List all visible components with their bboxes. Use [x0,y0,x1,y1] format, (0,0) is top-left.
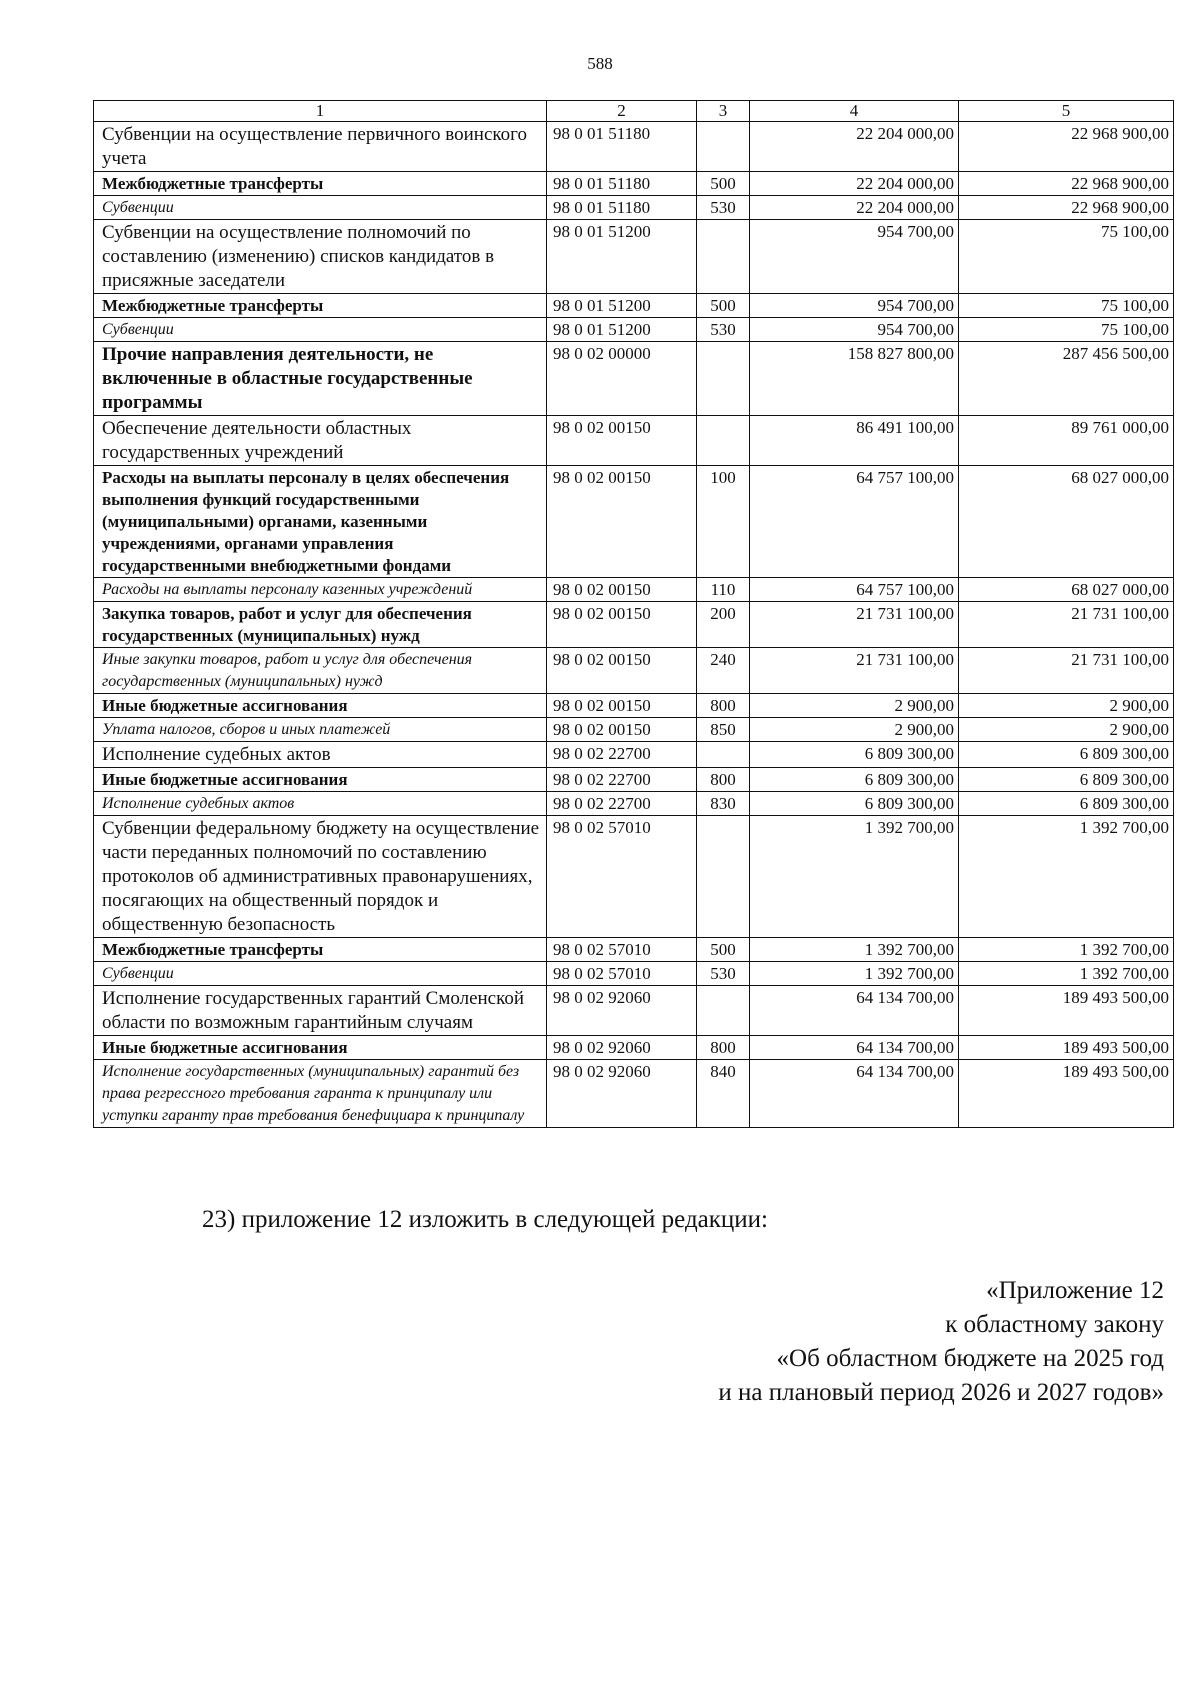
row-expense-type-cell [697,220,750,294]
row-expense-type-cell: 500 [697,938,750,962]
table-row [94,742,1174,768]
row-amount-2026-cell: 954 700,00 [750,294,959,318]
row-expense-type-cell: 840 [697,1060,750,1128]
header-col-5: 5 [959,101,1174,122]
table-row [94,602,1174,648]
table-row [94,768,1174,792]
row-amount-2027-cell: 75 100,00 [959,318,1174,342]
row-code-cell: 98 0 02 57010 [547,938,697,962]
row-name-cell: Прочие направления деятельности, не включенные в областные государственные программы [94,342,547,416]
appendix-line-2: к областному закону [945,1311,1164,1338]
table-row [94,986,1174,1036]
header-col-2: 2 [547,101,697,122]
row-name-cell: Исполнение государственных (муниципальных) гарантий без права регрессного требования гаранта к принципалу или уступки гаранту прав требования бенефициара к принципалу [94,1060,547,1128]
row-code-cell: 98 0 02 00150 [547,648,697,694]
table-header-row [94,101,1174,122]
row-amount-2027-cell: 6 809 300,00 [959,792,1174,816]
row-expense-type-cell [697,986,750,1036]
row-name-cell: Исполнение судебных актов [94,792,547,816]
row-amount-2027-cell: 21 731 100,00 [959,648,1174,694]
row-amount-2026-cell: 1 392 700,00 [750,816,959,938]
row-code-cell: 98 0 02 00150 [547,578,697,602]
row-name-cell: Субвенции на осуществление первичного воинского учета [94,122,547,172]
row-name-cell: Закупка товаров, работ и услуг для обеспечения государственных (муниципальных) нужд [94,602,547,648]
row-name-cell: Расходы на выплаты персоналу казенных учреждений [94,578,547,602]
table-row [94,294,1174,318]
row-amount-2027-cell: 22 968 900,00 [959,196,1174,220]
row-code-cell: 98 0 01 51200 [547,220,697,294]
row-amount-2027-cell: 1 392 700,00 [959,962,1174,986]
row-name-cell: Исполнение судебных актов [94,742,547,768]
row-expense-type-cell: 530 [697,318,750,342]
row-expense-type-cell: 800 [697,1036,750,1060]
row-amount-2027-cell: 287 456 500,00 [959,342,1174,416]
header-col-4: 4 [750,101,959,122]
row-name-cell: Субвенции [94,962,547,986]
row-amount-2027-cell: 6 809 300,00 [959,768,1174,792]
row-amount-2027-cell: 189 493 500,00 [959,986,1174,1036]
row-name-cell: Межбюджетные трансферты [94,172,547,196]
row-code-cell: 98 0 02 92060 [547,1036,697,1060]
header-col-1: 1 [94,101,547,122]
row-amount-2026-cell: 954 700,00 [750,318,959,342]
row-amount-2026-cell: 22 204 000,00 [750,122,959,172]
row-name-cell: Субвенции [94,196,547,220]
appendix-line-3: «Об областном бюджете на 2025 год [776,1345,1164,1372]
row-name-cell: Обеспечение деятельности областных государственных учреждений [94,416,547,466]
row-amount-2026-cell: 1 392 700,00 [750,938,959,962]
row-amount-2026-cell: 86 491 100,00 [750,416,959,466]
row-expense-type-cell: 500 [697,172,750,196]
row-expense-type-cell: 530 [697,962,750,986]
row-amount-2026-cell: 64 134 700,00 [750,986,959,1036]
row-code-cell: 98 0 02 00150 [547,416,697,466]
row-amount-2026-cell: 64 134 700,00 [750,1036,959,1060]
row-amount-2026-cell: 6 809 300,00 [750,768,959,792]
row-expense-type-cell: 800 [697,694,750,718]
row-amount-2026-cell: 21 731 100,00 [750,648,959,694]
row-code-cell: 98 0 02 00150 [547,466,697,578]
row-amount-2026-cell: 22 204 000,00 [750,172,959,196]
budget-table-body [94,101,1174,1128]
row-name-cell: Уплата налогов, сборов и иных платежей [94,718,547,742]
row-amount-2027-cell: 1 392 700,00 [959,816,1174,938]
appendix-line-4: и на плановый период 2026 и 2027 годов» [718,1379,1164,1406]
row-amount-2026-cell: 158 827 800,00 [750,342,959,416]
row-name-cell: Иные бюджетные ассигнования [94,1036,547,1060]
row-name-cell: Субвенции федеральному бюджету на осуществление части переданных полномочий по составлению протоколов об административных правонарушениях, посягающих на общественный порядок и общественную безопасность [94,816,547,938]
row-expense-type-cell: 830 [697,792,750,816]
table-row [94,122,1174,172]
row-expense-type-cell: 200 [697,602,750,648]
row-code-cell: 98 0 01 51180 [547,172,697,196]
row-amount-2026-cell: 64 757 100,00 [750,578,959,602]
row-expense-type-cell: 100 [697,466,750,578]
table-row [94,694,1174,718]
row-name-cell: Иные закупки товаров, работ и услуг для обеспечения государственных (муниципальных) нужд [94,648,547,694]
row-expense-type-cell: 110 [697,578,750,602]
table-row [94,466,1174,578]
row-code-cell: 98 0 02 22700 [547,792,697,816]
row-code-cell: 98 0 01 51200 [547,294,697,318]
row-amount-2026-cell: 64 134 700,00 [750,1060,959,1128]
row-amount-2027-cell: 6 809 300,00 [959,742,1174,768]
table-row [94,718,1174,742]
page-number: 588 [587,54,613,73]
row-expense-type-cell [697,742,750,768]
row-amount-2027-cell: 68 027 000,00 [959,578,1174,602]
row-code-cell: 98 0 01 51180 [547,122,697,172]
table-row [94,172,1174,196]
row-amount-2027-cell: 21 731 100,00 [959,602,1174,648]
row-amount-2026-cell: 2 900,00 [750,694,959,718]
row-expense-type-cell [697,342,750,416]
row-name-cell: Субвенции [94,318,547,342]
table-row [94,342,1174,416]
row-amount-2027-cell: 189 493 500,00 [959,1036,1174,1060]
row-amount-2026-cell: 6 809 300,00 [750,742,959,768]
row-code-cell: 98 0 01 51180 [547,196,697,220]
table-row [94,220,1174,294]
row-code-cell: 98 0 02 00150 [547,718,697,742]
row-amount-2027-cell: 22 968 900,00 [959,122,1174,172]
header-col-3: 3 [697,101,750,122]
row-code-cell: 98 0 01 51200 [547,318,697,342]
row-code-cell: 98 0 02 00150 [547,694,697,718]
table-row [94,1036,1174,1060]
row-code-cell: 98 0 02 00150 [547,602,697,648]
row-code-cell: 98 0 02 92060 [547,986,697,1036]
row-amount-2026-cell: 954 700,00 [750,220,959,294]
row-amount-2026-cell: 22 204 000,00 [750,196,959,220]
row-amount-2027-cell: 75 100,00 [959,294,1174,318]
amendment-text: 23) приложение 12 изложить в следующей редакции: [202,1206,768,1233]
row-name-cell: Иные бюджетные ассигнования [94,768,547,792]
table-row [94,1060,1174,1128]
row-name-cell: Межбюджетные трансферты [94,294,547,318]
row-amount-2027-cell: 68 027 000,00 [959,466,1174,578]
row-code-cell: 98 0 02 57010 [547,962,697,986]
table-row [94,416,1174,466]
table-row [94,648,1174,694]
table-row [94,938,1174,962]
row-expense-type-cell: 800 [697,768,750,792]
row-expense-type-cell: 530 [697,196,750,220]
row-amount-2026-cell: 64 757 100,00 [750,466,959,578]
row-code-cell: 98 0 02 22700 [547,742,697,768]
row-code-cell: 98 0 02 57010 [547,816,697,938]
row-amount-2026-cell: 21 731 100,00 [750,602,959,648]
row-expense-type-cell [697,816,750,938]
row-name-cell: Межбюджетные трансферты [94,938,547,962]
row-amount-2027-cell: 89 761 000,00 [959,416,1174,466]
row-amount-2026-cell: 2 900,00 [750,718,959,742]
row-expense-type-cell [697,122,750,172]
row-amount-2026-cell: 1 392 700,00 [750,962,959,986]
appendix-line-1: «Приложение 12 [986,1277,1164,1304]
row-name-cell: Исполнение государственных гарантий Смоленской области по возможным гарантийным случаям [94,986,547,1036]
row-amount-2027-cell: 22 968 900,00 [959,172,1174,196]
row-code-cell: 98 0 02 22700 [547,768,697,792]
row-name-cell: Иные бюджетные ассигнования [94,694,547,718]
row-code-cell: 98 0 02 92060 [547,1060,697,1128]
table-row [94,318,1174,342]
row-name-cell: Субвенции на осуществление полномочий по составлению (изменению) списков кандидатов в присяжные заседатели [94,220,547,294]
row-expense-type-cell: 240 [697,648,750,694]
table-row [94,816,1174,938]
row-amount-2027-cell: 1 392 700,00 [959,938,1174,962]
row-code-cell: 98 0 02 00000 [547,342,697,416]
table-row [94,196,1174,220]
table-row [94,792,1174,816]
budget-table [93,100,1174,1128]
row-amount-2027-cell: 75 100,00 [959,220,1174,294]
row-amount-2027-cell: 189 493 500,00 [959,1060,1174,1128]
row-expense-type-cell: 850 [697,718,750,742]
row-amount-2026-cell: 6 809 300,00 [750,792,959,816]
row-expense-type-cell: 500 [697,294,750,318]
row-amount-2027-cell: 2 900,00 [959,694,1174,718]
row-amount-2027-cell: 2 900,00 [959,718,1174,742]
row-name-cell: Расходы на выплаты персоналу в целях обеспечения выполнения функций государственными (муниципальными) органами, казенными учреждениями, органами управления государственными внебюджетными фондами [94,466,547,578]
row-expense-type-cell [697,416,750,466]
appendix-header [718,1274,1164,1410]
table-row [94,962,1174,986]
table-row [94,578,1174,602]
